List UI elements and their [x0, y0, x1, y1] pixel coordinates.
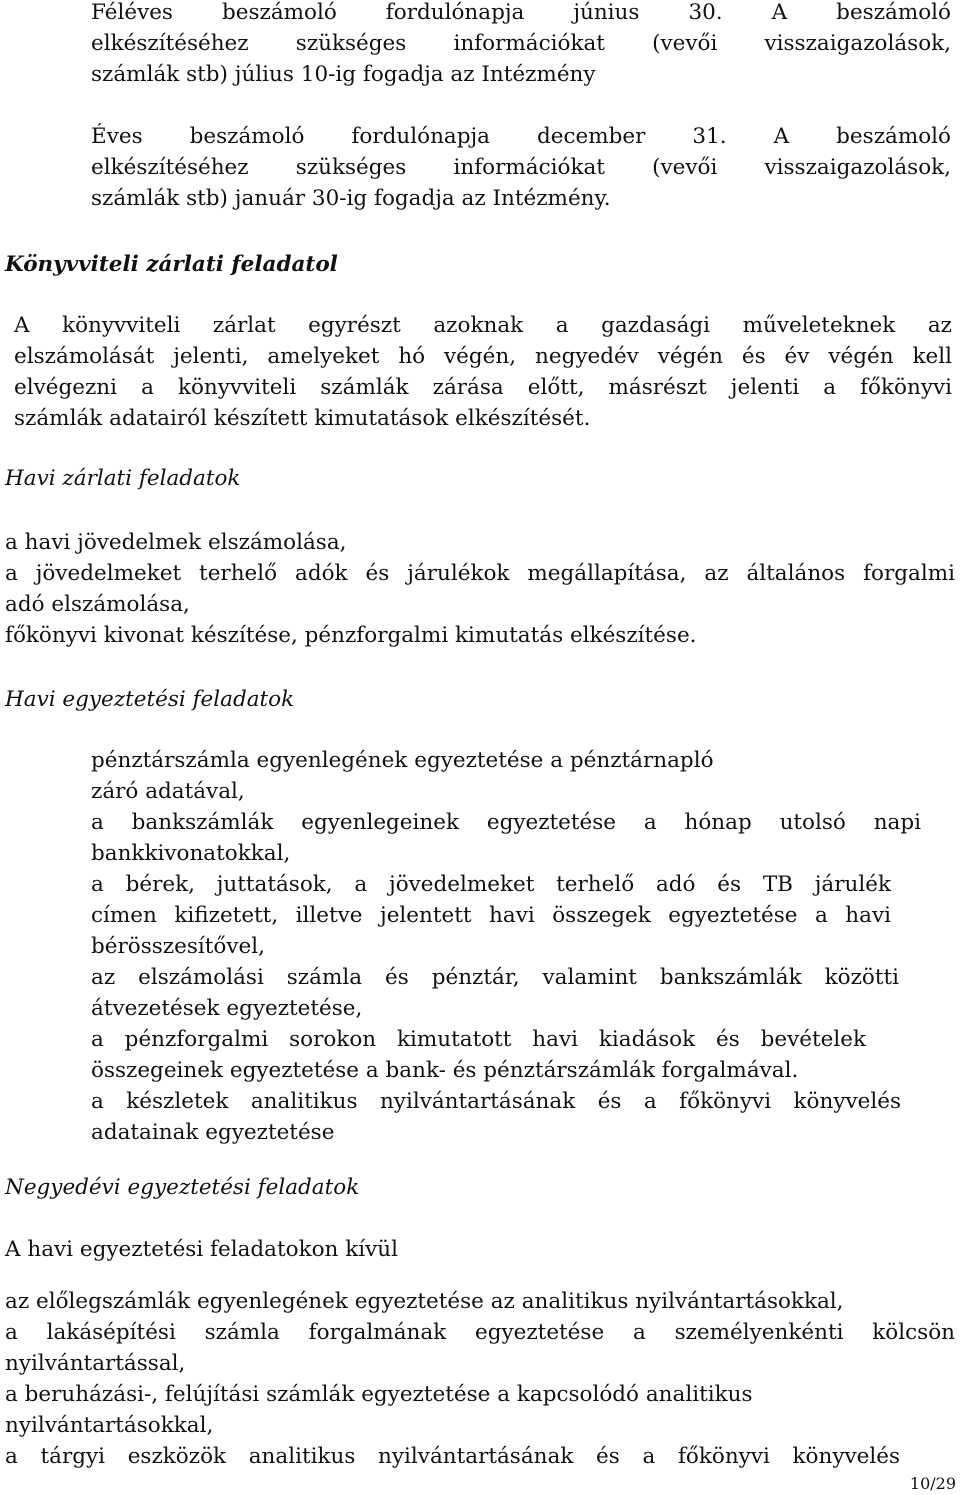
- list-item: a bankszámlák egyenlegeinek egyeztetése a hónap utolsó napi: [91, 810, 921, 835]
- quarterly-intro: [5, 1234, 955, 1265]
- list-item: adatainak egyeztetése: [91, 1120, 335, 1145]
- section-heading: Negyedévi egyeztetési feladatok: [5, 1175, 360, 1200]
- list-item: nyilvántartásokkal,: [5, 1413, 214, 1438]
- text-line: A havi egyeztetési feladatokon kívül: [5, 1237, 399, 1262]
- quarterly-list: [5, 1286, 955, 1472]
- section-heading: Havi zárlati feladatok: [5, 466, 241, 491]
- text-line: elszámolását jelenti, amelyeket hó végén, negyedév végén és év végén kell: [14, 344, 952, 369]
- list-item: bankkivonatokkal,: [91, 841, 291, 866]
- list-item: átvezetések egyeztetése,: [91, 996, 363, 1021]
- section-heading: Könyvviteli zárlati feladatol: [5, 252, 338, 277]
- closing-paragraph: [14, 310, 952, 434]
- monthly-reconciliation-list: [91, 745, 921, 1148]
- list-item: a pénzforgalmi sorokon kimutatott havi kiadások és bevételek: [91, 1027, 866, 1052]
- text-line: elkészítéséhez szükséges információkat (vevői visszaigazolások,: [91, 31, 951, 56]
- text-line: számlák stb) január 30-ig fogadja az Intézmény.: [91, 186, 611, 211]
- list-item: a tárgyi eszközök analitikus nyilvántartásának és a főkönyvi könyvelés: [5, 1444, 900, 1469]
- text-line: elvégezni a könyvviteli számlák zárása előtt, másrészt jelenti a főkönyvi: [14, 375, 952, 400]
- list-item: főkönyvi kivonat készítése, pénzforgalmi kimutatás elkészítése.: [5, 623, 697, 648]
- annual-paragraph: [91, 121, 951, 214]
- list-item: bérösszesítővel,: [91, 934, 265, 959]
- text-line: A könyvviteli zárlat egyrészt azoknak a gazdasági műveleteknek az: [14, 313, 952, 338]
- page-number: 10/29: [909, 1474, 956, 1493]
- list-item: az előlegszámlák egyenlegének egyeztetése az analitikus nyilvántartásokkal,: [5, 1289, 844, 1314]
- monthly-closing-list: [5, 527, 955, 651]
- text-line: számlák adatairól készített kimutatások elkészítését.: [14, 406, 591, 431]
- text-line: számlák stb) július 10-ig fogadja az Intézmény: [91, 62, 596, 87]
- text-line: Éves beszámoló fordulónapja december 31. A beszámoló: [91, 124, 951, 149]
- list-item: a lakásépítési számla forgalmának egyeztetése a személyenkénti kölcsön: [5, 1320, 955, 1345]
- list-item: a havi jövedelmek elszámolása,: [5, 530, 347, 555]
- list-item: adó elszámolása,: [5, 592, 190, 617]
- section-heading: Havi egyeztetési feladatok: [5, 687, 295, 712]
- list-item: pénztárszámla egyenlegének egyeztetése a pénztárnapló: [91, 748, 714, 773]
- list-item: a beruházási-, felújítási számlák egyeztetése a kapcsolódó analitikus: [5, 1382, 753, 1407]
- list-item: záró adatával,: [91, 779, 245, 804]
- list-item: címen kifizetett, illetve jelentett havi összegek egyeztetése a havi: [91, 903, 891, 928]
- list-item: az elszámolási számla és pénztár, valamint bankszámlák közötti: [91, 965, 899, 990]
- list-item: nyilvántartással,: [5, 1351, 186, 1376]
- list-item: a jövedelmeket terhelő adók és járulékok megállapítása, az általános forgalmi: [5, 561, 955, 586]
- list-item: a bérek, juttatások, a jövedelmeket terhelő adó és TB járulék: [91, 872, 891, 897]
- list-item: összegeinek egyeztetése a bank- és pénztárszámlák forgalmával.: [91, 1058, 799, 1083]
- text-line: Féléves beszámoló fordulónapja június 30. A beszámoló: [91, 0, 951, 25]
- semiannual-paragraph: [91, 0, 951, 90]
- text-line: elkészítéséhez szükséges információkat (vevői visszaigazolások,: [91, 155, 951, 180]
- list-item: a készletek analitikus nyilvántartásának és a főkönyvi könyvelés: [91, 1089, 901, 1114]
